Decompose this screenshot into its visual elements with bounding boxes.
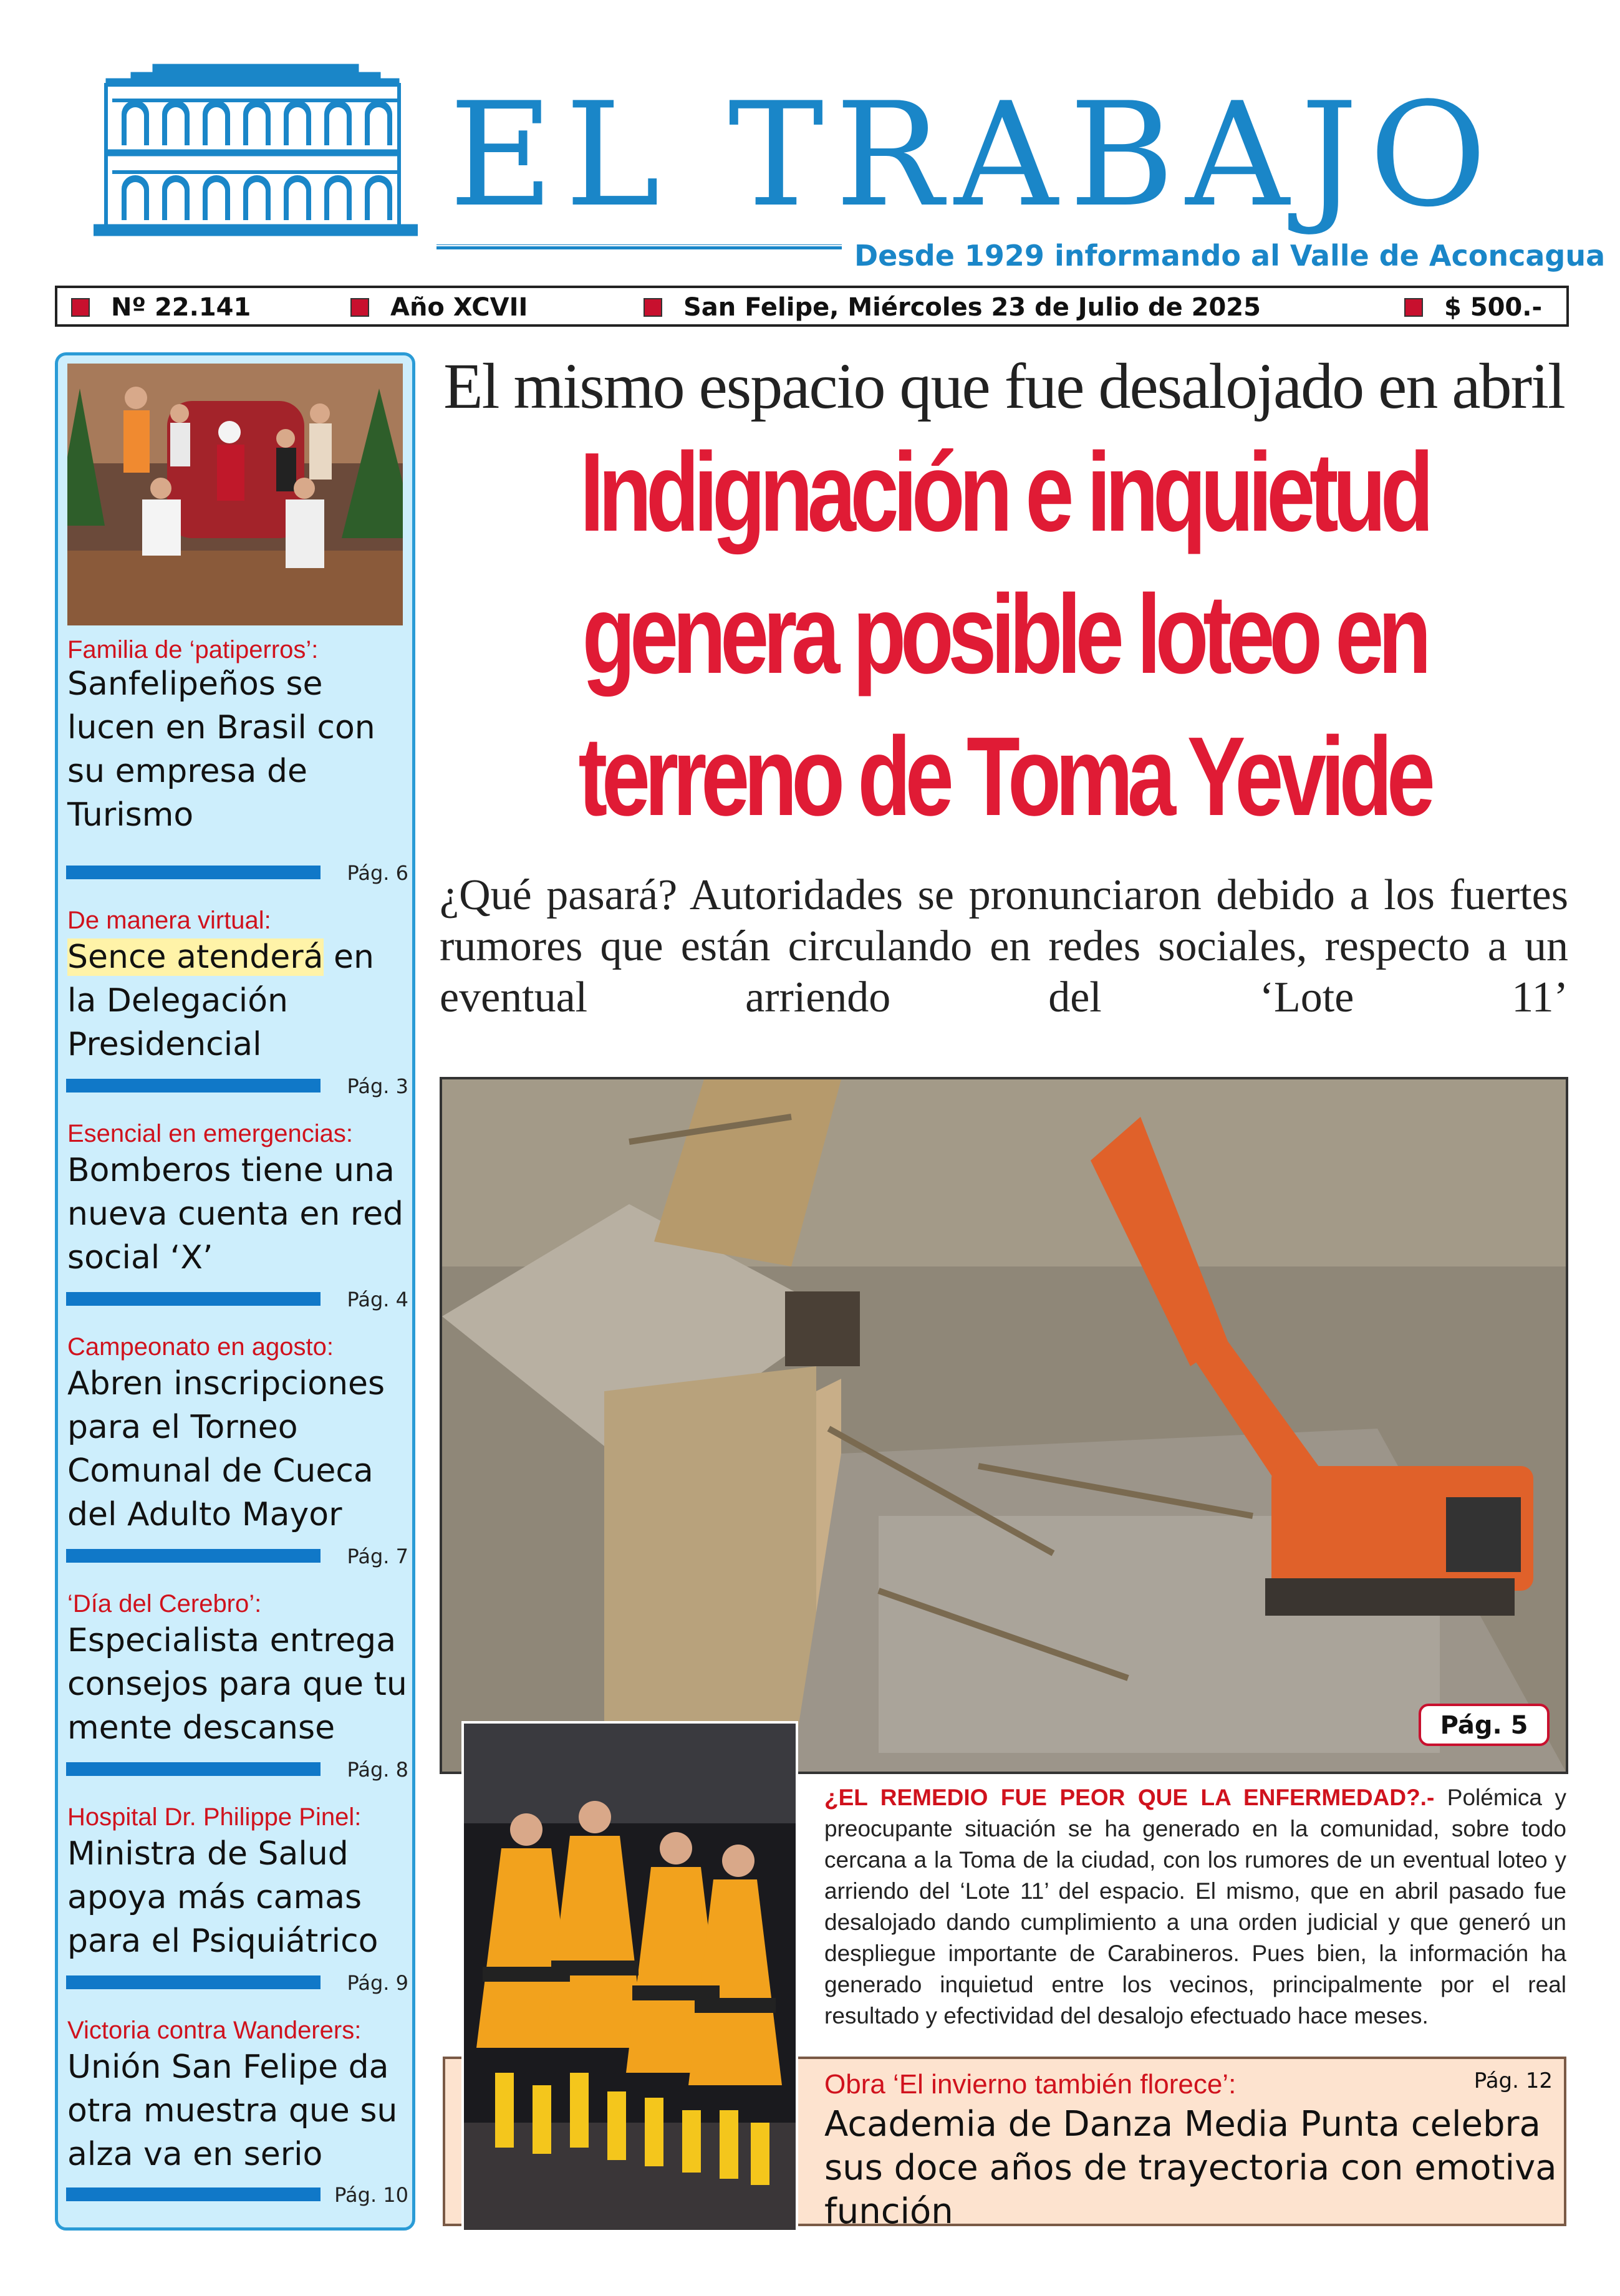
sidebar-page-ref: Pág. 7 xyxy=(347,1545,408,1568)
dance-story-headline[interactable]: Academia de Danza Media Punta celebra sus doce años de trayectoria con emotiva función xyxy=(824,2104,1557,2232)
main-headline-line[interactable]: terreno de Toma Yevide xyxy=(578,714,1430,839)
sidebar-item-headline[interactable]: Especialista entrega consejos para que tu mente descanse xyxy=(67,1622,407,1747)
sidebar-page-ref: Pág. 4 xyxy=(347,1288,408,1311)
photo-caption xyxy=(824,1782,1566,2028)
sidebar-divider xyxy=(66,1975,321,1989)
sidebar-item-kicker: Victoria contra Wanderers: xyxy=(67,2017,362,2044)
sidebar-item-kicker: ‘Día del Cerebro’: xyxy=(67,1590,262,1618)
sidebar-item-kicker: Esencial en emergencias: xyxy=(67,1120,354,1147)
highlighted-text: Sence atenderá xyxy=(67,938,324,976)
page-reference-badge[interactable]: Pág. 5 xyxy=(1419,1704,1550,1746)
newspaper-title: EL TRABAJO xyxy=(449,72,1498,239)
sidebar-divider xyxy=(66,1079,321,1093)
sidebar-page-ref: Pág. 10 xyxy=(334,2183,408,2207)
sidebar-item-kicker: Familia de ‘patiperros’: xyxy=(67,636,319,663)
dance-performance-photo-overlay xyxy=(461,1721,798,2232)
sidebar-item-headline[interactable]: Sanfelipeños se lucen en Brasil con su empresa de Turismo xyxy=(67,665,375,834)
sidebar-divider xyxy=(66,1292,321,1306)
bullet-square-icon xyxy=(71,298,90,317)
main-story-kicker: El mismo espacio que fue desalojado en abril xyxy=(443,350,1565,422)
issue-number: Nº 22.141 xyxy=(71,292,251,323)
bullet-square-icon xyxy=(644,298,662,317)
sidebar-divider xyxy=(66,2187,321,2201)
dancers-scene-front xyxy=(464,1724,796,2230)
issue-date: San Felipe, Miércoles 23 de Julio de 2025 xyxy=(644,292,1261,323)
newspaper-logo-building xyxy=(94,61,418,239)
sidebar-item-headline[interactable]: Abren inscripciones para el Torneo Comunal de Cueca del Adulto Mayor xyxy=(67,1365,385,1533)
sidebar-item-headline[interactable]: Bomberos tiene una nueva cuenta en red social ‘X’ xyxy=(67,1152,404,1276)
issue-price: $ 500.- xyxy=(1404,292,1542,323)
masthead-rule xyxy=(436,244,842,249)
caption-lead: ¿EL REMEDIO FUE PEOR QUE LA ENFERMEDAD?.- xyxy=(824,1785,1435,1810)
sidebar-page-ref: Pág. 3 xyxy=(347,1074,408,1098)
main-headline-line[interactable]: genera posible loteo en xyxy=(582,572,1426,697)
main-story-deck: ¿Qué pasará? Autoridades se pronunciaron debido a los fuertes rumores que están circulando en redes sociales, respecto a un eventual arriendo del ‘Lote 11’ xyxy=(440,871,1568,1021)
caption-body: Polémica y preocupante situación se ha generado en la comunidad, sobre todo cercana a la Toma de la ciudad, con los rumores de un eventual loteo y arriendo del ‘Lote 11’ del espacio. El mismo, que en abril pasado fue desalojado dando cumplimiento a una orden judicial y que generó un despliegue importante de Carabineros. Pues bien, la información ha generado inquietud entre los vecinos, principalmente por el real resultado y efectividad del desalojo efectuado hace meses. xyxy=(824,1785,1566,2028)
main-headline-line[interactable]: Indignación e inquietud xyxy=(579,430,1429,555)
bullet-square-icon xyxy=(1404,298,1423,317)
sidebar-item-kicker: Hospital Dr. Philippe Pinel: xyxy=(67,1803,362,1831)
dance-page-ref: Pág. 12 xyxy=(1473,2068,1553,2093)
sidebar-page-ref: Pág. 8 xyxy=(347,1758,408,1782)
sidebar-headline-rest: en la Delegación Presidencial xyxy=(67,938,374,1063)
sidebar-page-ref: Pág. 9 xyxy=(347,1971,408,1995)
sidebar-divider xyxy=(66,866,321,879)
issue-year: Año XCVII xyxy=(350,292,528,323)
family-christmas-photo xyxy=(67,364,403,625)
sidebar-divider xyxy=(66,1762,321,1776)
demolition-excavator-photo xyxy=(440,1077,1568,1774)
sidebar-item-headline[interactable] xyxy=(67,935,407,1066)
issue-info-bar xyxy=(55,286,1569,327)
newspaper-slogan: Desde 1929 informando al Valle de Aconcagua xyxy=(854,239,1606,273)
sidebar-item-kicker: Campeonato en agosto: xyxy=(67,1333,334,1361)
sidebar-page-ref: Pág. 6 xyxy=(347,861,408,885)
bullet-square-icon xyxy=(350,298,369,317)
sidebar-divider xyxy=(66,1549,321,1563)
sidebar-item-headline[interactable]: Unión San Felipe da otra muestra que su alza va en serio xyxy=(67,2048,398,2173)
dance-story-kicker: Obra ‘El invierno también florece’: xyxy=(824,2069,1237,2100)
demolition-scene xyxy=(442,1079,1566,1772)
sidebar-item-headline[interactable]: Ministra de Salud apoya más camas para el Psiquiátrico xyxy=(67,1835,378,1960)
sidebar-item-kicker: De manera virtual: xyxy=(67,907,271,934)
